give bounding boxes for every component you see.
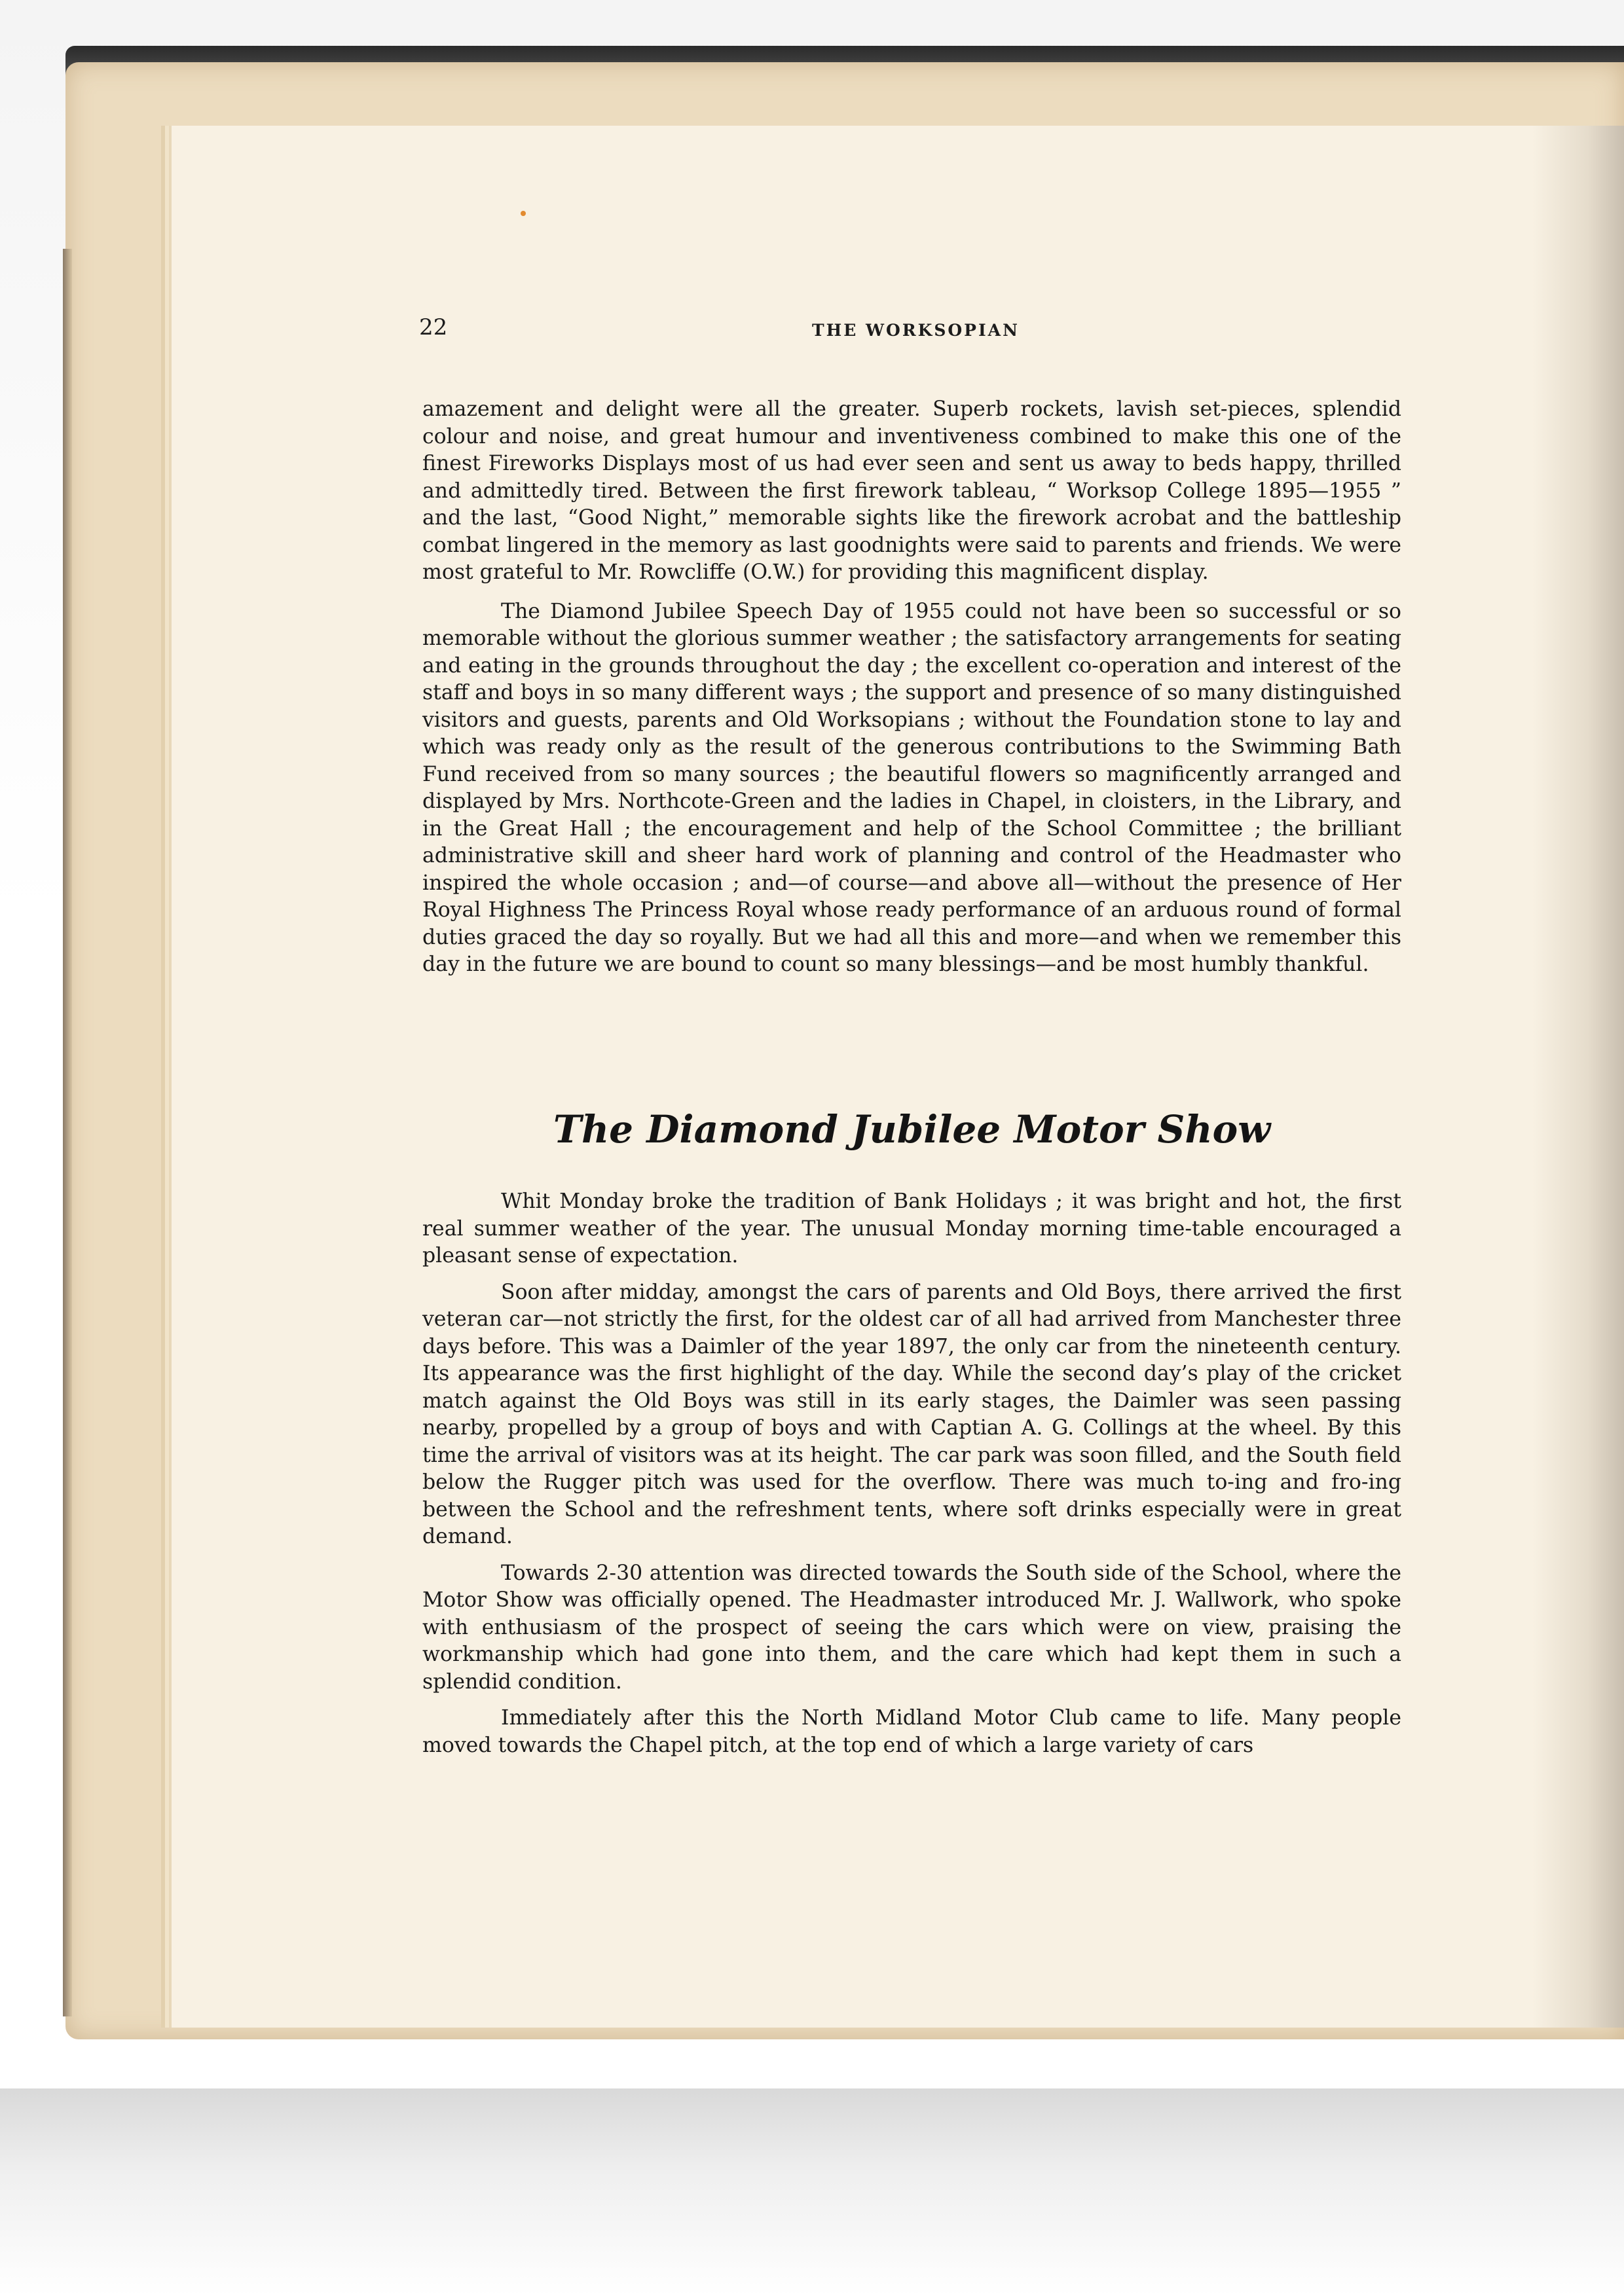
paragraph: Towards 2-30 attention was directed towards the South side of the School, where the Motor Show was officially opened. The Headmaster introduced Mr. J. Wallwork, who spoke with enthusiasm of the prospect of seeing the cars which were on view, praising the workmanship which had gone into them, and the care which had kept them in such a splendid condition. — [422, 1561, 1401, 1694]
page-gutter-shadow — [1532, 126, 1624, 2028]
book-left-edge — [63, 249, 72, 2016]
page-number: 22 — [419, 314, 448, 340]
paragraph: Whit Monday broke the tradition of Bank Holidays ; it was bright and hot, the first real summer weather of the year. The unusual Monday morning time-table encouraged a pleasant sense of expectation. — [422, 1190, 1401, 1267]
paragraph: Immediately after this the North Midland Motor Club came to life. Many people moved towards the Chapel pitch, at the top end of which a large variety of cars — [422, 1706, 1401, 1757]
paper-speck — [521, 211, 526, 216]
paragraph: Soon after midday, amongst the cars of parents and Old Boys, there arrived the first veteran car—not strictly the first, for the oldest car of all had arrived from Manchester three days before. This was a Daimler of the year 1897, the only car from the nineteenth century. Its appearance was the first highlight of the day. While the second day’s play of the cricket match against the Old Boys was still in its early stages, the Daimler was seen passing nearby, propelled by a group of boys and with Captian A. G. Collings at the wheel. By this time the arrival of visitors was at its height. The car park was soon filled, and the South field below the Rugger pitch was used for the overflow. There was much to-ing and fro-ing between the School and the refreshment tents, where soft drinks especially were in great demand. — [422, 1280, 1401, 1548]
section-title: The Diamond Jubilee Motor Show — [553, 1107, 1271, 1152]
running-head: THE WORKSOPIAN — [812, 321, 1020, 340]
section-body — [422, 1188, 1401, 1759]
paragraph: amazement and delight were all the greater. Superb rockets, lavish set-pieces, splendid colour and noise, and great humour and inventiveness combined to make this one of the finest Fireworks Displays most of us had ever seen and sent us away to beds happy, thrilled and admittedly tired. Between the first firework tableau, “ Worksop College 1895—1955 ” and the last, “Good Night,” memorable sights like the firework acrobat and the battleship combat lingered in the memory as last goodnights were said to parents and friends. We were most grateful to Mr. Rowcliffe (O.W.) for providing this magnificent display. — [422, 397, 1401, 584]
paragraph: The Diamond Jubilee Speech Day of 1955 could not have been so successful or so memorable without the glorious summer weather ; the satisfactory arrangements for seating and eating in the grounds throughout the day ; the excellent co-operation and interest of the staff and boys in so many different ways ; the support and presence of so many distinguished visitors and guests, parents and Old Worksopians ; without the Foundation stone to lay and which was ready only as the result of the generous contributions to the Swimming Bath Fund received from so many sources ; the beautiful flowers so magnificently arranged and displayed by Mrs. Northcote-Green and the ladies in Chapel, in cloisters, in the Library, and in the Great Hall ; the encouragement and help of the School Committee ; the brilliant administrative skill and sheer hard work of planning and control of the Headmaster who inspired the whole occasion ; and—of course—and above all—without the presence of Her Royal Highness The Princess Royal whose ready performance of an arduous round of formal duties graced the day so royally. But we had all this and more—and when we remember this day in the future we are bound to count so many blessings—and be most humbly thankful. — [422, 599, 1401, 976]
scanner-shadow — [0, 2088, 1624, 2296]
article-body — [422, 396, 1401, 979]
